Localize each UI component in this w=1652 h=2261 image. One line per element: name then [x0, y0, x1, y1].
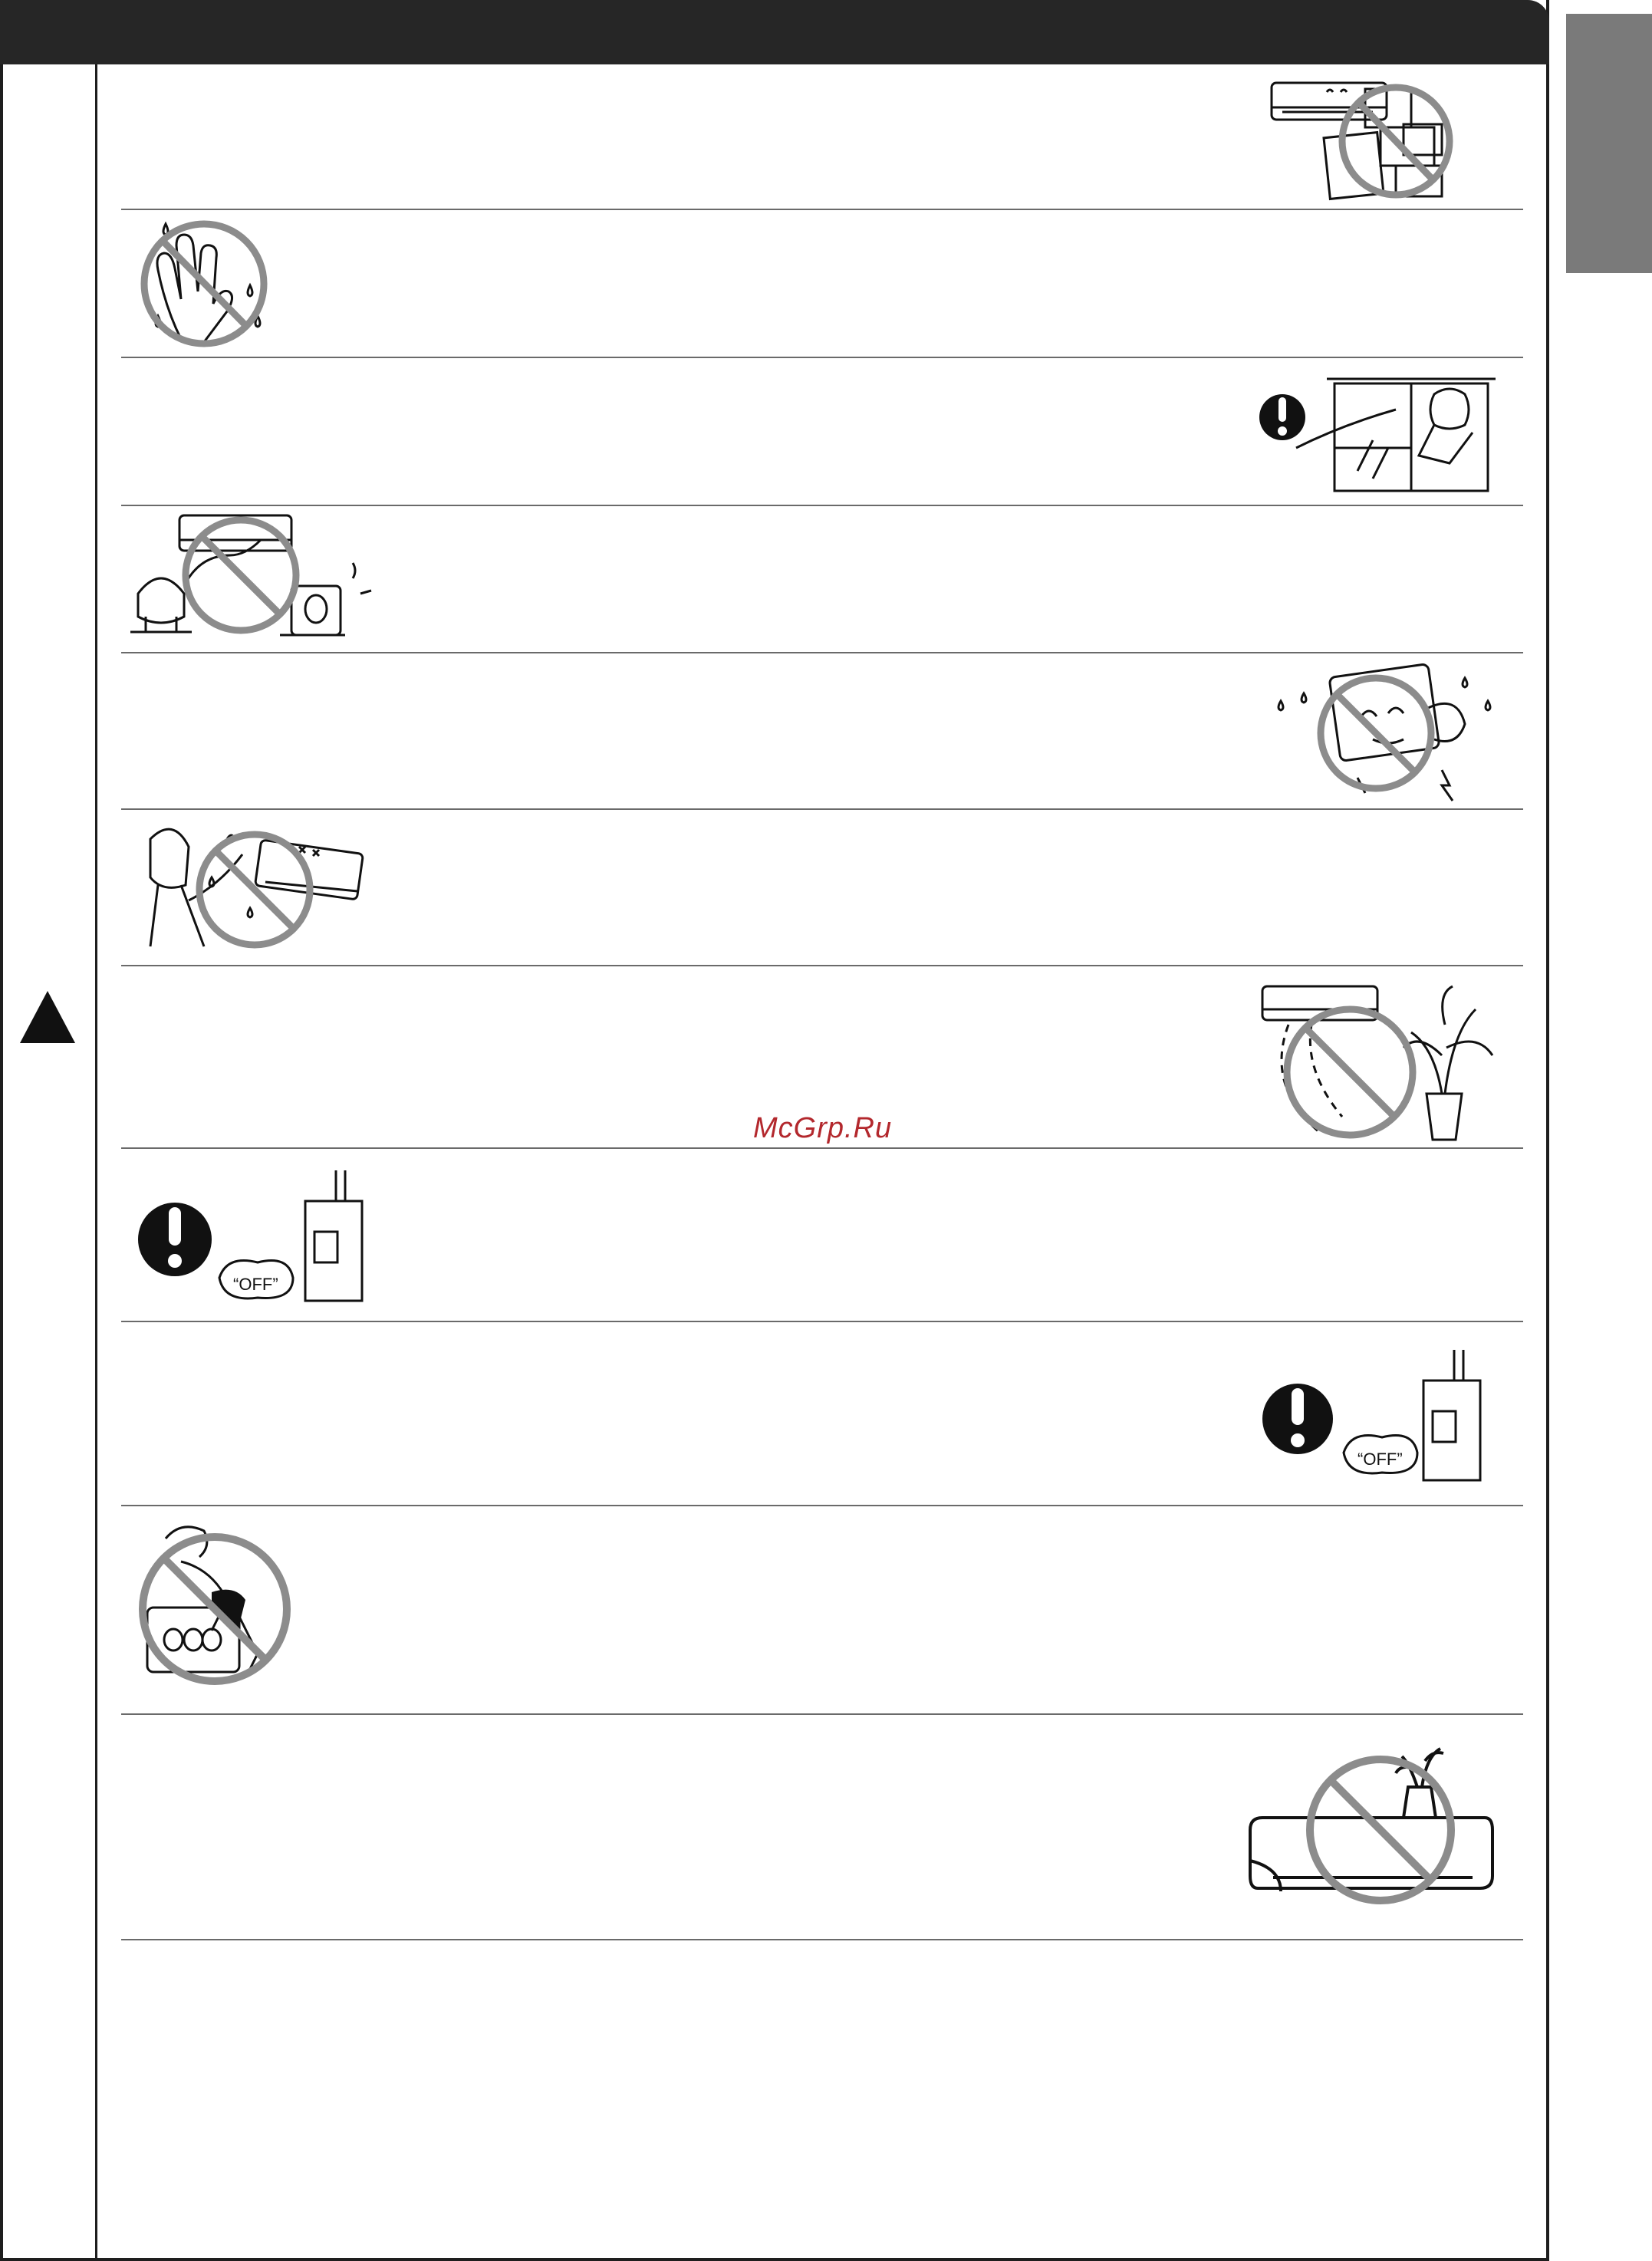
row-divider: [121, 1939, 1523, 1940]
exclamation-icon: [138, 1203, 212, 1276]
wet-hands-illustration: [135, 216, 281, 354]
left-column-divider: [95, 64, 97, 2261]
row-divider: [121, 1713, 1523, 1715]
breaker-off-illustration: [135, 1163, 396, 1316]
row-divider: [121, 965, 1523, 966]
unit-shock-illustration: [1265, 663, 1511, 805]
header-bar: [0, 0, 1549, 64]
climbing-unit-illustration: [135, 1516, 304, 1692]
row-divider: [121, 1321, 1523, 1322]
breaker-off-label: “OFF”: [233, 1275, 278, 1294]
plant-on-unit-illustration: [1242, 1738, 1503, 1922]
spray-water-illustration: [135, 816, 373, 962]
row-divider: [121, 357, 1523, 358]
row-divider: [121, 808, 1523, 810]
row-divider: [121, 505, 1523, 506]
row-divider: [121, 1147, 1523, 1149]
row-divider: [121, 652, 1523, 653]
row-divider: [121, 1505, 1523, 1506]
airflow-plant-illustration: [1258, 979, 1503, 1143]
watermark: McGrp.Ru: [753, 1112, 893, 1144]
section-side-tab: [1566, 14, 1652, 273]
ventilate-window-illustration: [1258, 364, 1503, 502]
warning-triangle-icon: [20, 991, 75, 1043]
exclamation-icon: [1259, 394, 1305, 440]
exclamation-icon: [1262, 1384, 1333, 1454]
blocked-unit-illustration: [1265, 74, 1480, 204]
row-divider: [121, 209, 1523, 210]
breaker-off-illustration-2: [1258, 1345, 1503, 1499]
kettle-heater-illustration: [115, 509, 376, 647]
breaker-off-label: “OFF”: [1357, 1450, 1403, 1469]
